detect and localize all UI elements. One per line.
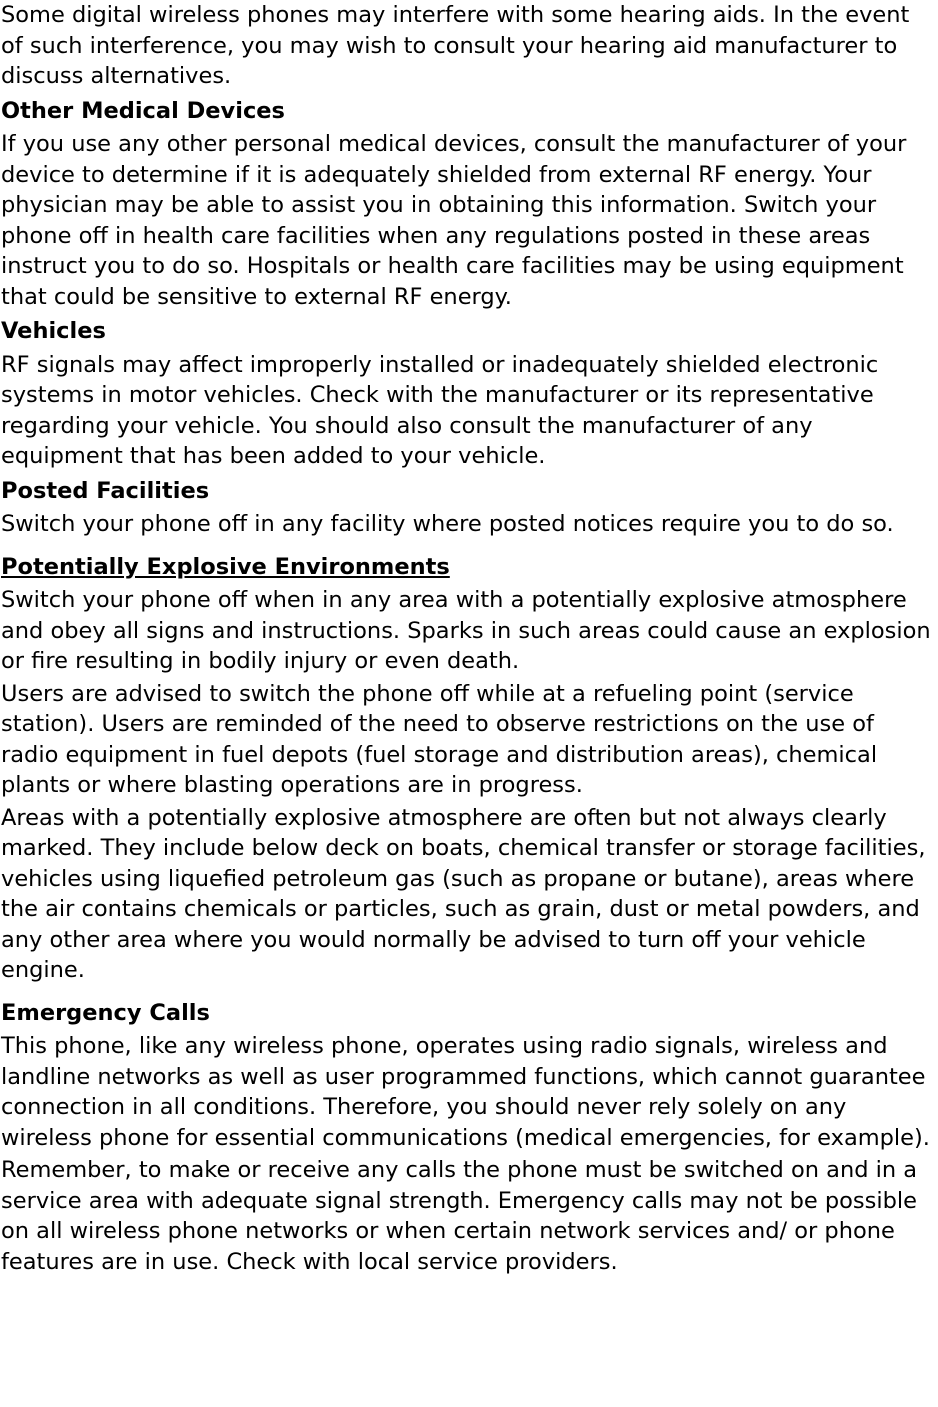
emergency-paragraph-1: This phone, like any wireless phone, operates using radio signals, wireless and landline networks as well as user programmed functions, which cannot guarantee connection in all conditions. Therefore, you should never rely solely on any wireless phone for essential communications (medical emergencies, for example). bbox=[1, 1033, 930, 1151]
explosive-paragraph-3: Areas with a potentially explosive atmosphere are often but not always clearly marked. They include below deck on boats, chemical transfer or storage facilities, vehicles using liquefied petroleum gas (such as propane or butane), areas where the air contains chemicals or particles, such as grain, dust or metal powders, and any other area where you would normally be advised to turn off your vehicle engine. bbox=[1, 804, 926, 983]
emergency-paragraph-2: Remember, to make or receive any calls the phone must be switched on and in a service area with adequate signal strength. Emergency calls may not be possible on all wireless phone networks or when certain network services and/ or phone features are in use. Check with local service providers. bbox=[1, 1157, 918, 1275]
explosive-paragraph-2: Users are advised to switch the phone off while at a refueling point (service station). Users are reminded of the need to observe restrictions on the use of radio equipment in fuel depots (fuel storage and distribution areas), chemical plants or where blasting operations are in progress. bbox=[1, 680, 878, 798]
posted-facilities-paragraph: Switch your phone off in any facility where posted notices require you to do so. bbox=[1, 511, 894, 537]
medical-devices-paragraph: If you use any other personal medical devices, consult the manufacturer of your device to determine if it is adequately shielded from external RF energy. Your physician may be able to assist you in obtaining this information. Switch your phone off in health care facilities when any regulations posted in these areas instruct you to do so. Hospitals or health care facilities may be using equipment that could be sensitive to external RF energy. bbox=[1, 131, 907, 310]
medical-devices-heading: Other Medical Devices bbox=[1, 97, 285, 124]
hearing-aid-paragraph: Some digital wireless phones may interfere with some hearing aids. In the event of such interference, you may wish to consult your hearing aid manufacturer to discuss alternatives. bbox=[1, 2, 910, 89]
posted-facilities-heading: Posted Facilities bbox=[1, 477, 210, 504]
explosive-environments-heading: Potentially Explosive Environments bbox=[1, 553, 450, 580]
document-page bbox=[1, 0, 937, 1277]
emergency-calls-heading: Emergency Calls bbox=[1, 999, 210, 1026]
vehicles-paragraph: RF signals may affect improperly installed or inadequately shielded electronic systems in motor vehicles. Check with the manufacturer or its representative regarding your vehicle. You should also consult the manufacturer of any equipment that has been added to your vehicle. bbox=[1, 351, 879, 469]
vehicles-heading: Vehicles bbox=[1, 318, 106, 344]
explosive-paragraph-1: Switch your phone off when in any area with a potentially explosive atmosphere and obey all signs and instructions. Sparks in such areas could cause an explosion or fire resulting in bodily injury or even death. bbox=[1, 587, 931, 674]
